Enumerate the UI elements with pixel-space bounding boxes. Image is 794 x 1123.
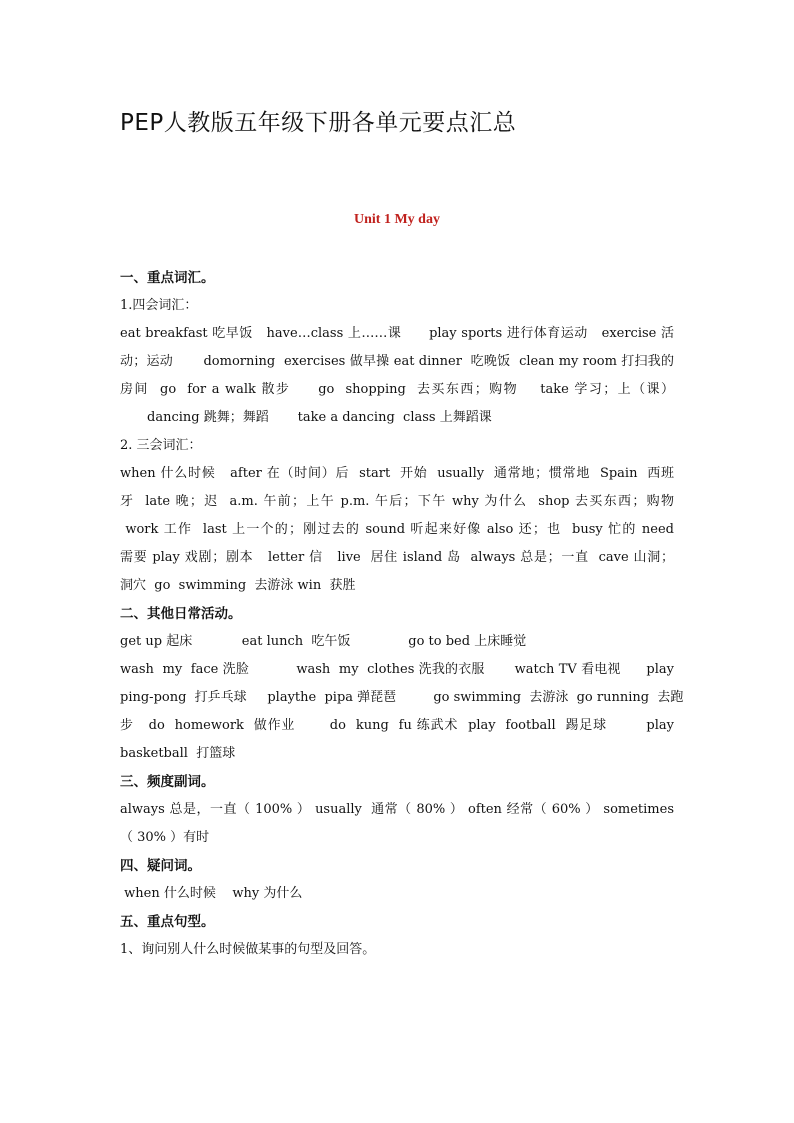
section-heading-question-words: 四、疑问词。 [120, 858, 201, 874]
vocab-line: eat breakfast 吃早饭 have…class 上……课 play sports 进行体育运动 exercise 活 [120, 326, 674, 341]
activity-line: basketball 打篮球 [120, 746, 236, 761]
vocab-line: when 什么时候 after 在（时间）后 start 开始 usually 通常地；惯常地 Spain 西班 [120, 466, 674, 481]
section-heading-key-vocabulary: 一、重点词汇。 [120, 270, 215, 286]
section-heading-daily-activities: 二、其他日常活动。 [120, 606, 242, 622]
frequency-line: always 总是，一直（ 100% ） usually 通常（ 80% ） often 经常（ 60% ） sometimes [120, 802, 674, 817]
subheading-three-skill-vocabulary: 2. 三会词汇： [120, 438, 202, 453]
vocab-line: work 工作 last 上一个的；刚过去的 sound 听起来好像 also 还；也 busy 忙的 need [120, 522, 674, 537]
sentence-pattern-line: 1、询问别人什么时候做某事的句型及回答。 [120, 942, 376, 957]
subheading-four-skill-vocabulary: 1.四会词汇： [120, 298, 198, 313]
vocab-line: 牙 late 晚；迟 a.m. 午前；上午 p.m. 午后；下午 why 为什么 shop 去买东西；购物 [120, 494, 674, 509]
vocab-line: 洞穴 go swimming 去游泳 win 获胜 [120, 578, 356, 593]
document-title: PEP人教版五年级下册各单元要点汇总 [120, 110, 517, 136]
activity-line: get up 起床 eat lunch 吃午饭 go to bed 上床睡觉 [120, 634, 527, 649]
vocab-line: 房间 go for a walk 散步 go shopping 去买东西；购物 take 学习；上（课） [120, 382, 674, 397]
frequency-line: （ 30% ）有时 [120, 830, 210, 845]
section-heading-frequency-adverbs: 三、频度副词。 [120, 774, 215, 790]
unit-title: Unit 1 My day [354, 212, 440, 227]
section-heading-key-sentences: 五、重点句型。 [120, 914, 215, 930]
vocab-line: 动；运动 domorning exercises 做早操 eat dinner 吃晚饭 clean my room 打扫我的 [120, 354, 674, 369]
activity-line: 步 do homework 做作业 do kung fu 练武术 play football 踢足球 play [120, 718, 674, 733]
vocab-line: 需要 play 戏剧；剧本 letter 信 live 居住 island 岛 always 总是；一直 cave 山洞； [120, 550, 674, 565]
question-words-line: when 什么时候 why 为什么 [120, 886, 303, 901]
activity-line: wash my face 洗脸 wash my clothes 洗我的衣服 watch TV 看电视 play [120, 662, 674, 677]
document-body [120, 264, 684, 964]
vocab-line: dancing 跳舞；舞蹈 take a dancing class 上舞蹈课 [147, 410, 492, 425]
activity-line: ping-pong 打乒乓球 playthe pipa 弹琵琶 go swimming 去游泳 go running 去跑 [120, 690, 684, 705]
